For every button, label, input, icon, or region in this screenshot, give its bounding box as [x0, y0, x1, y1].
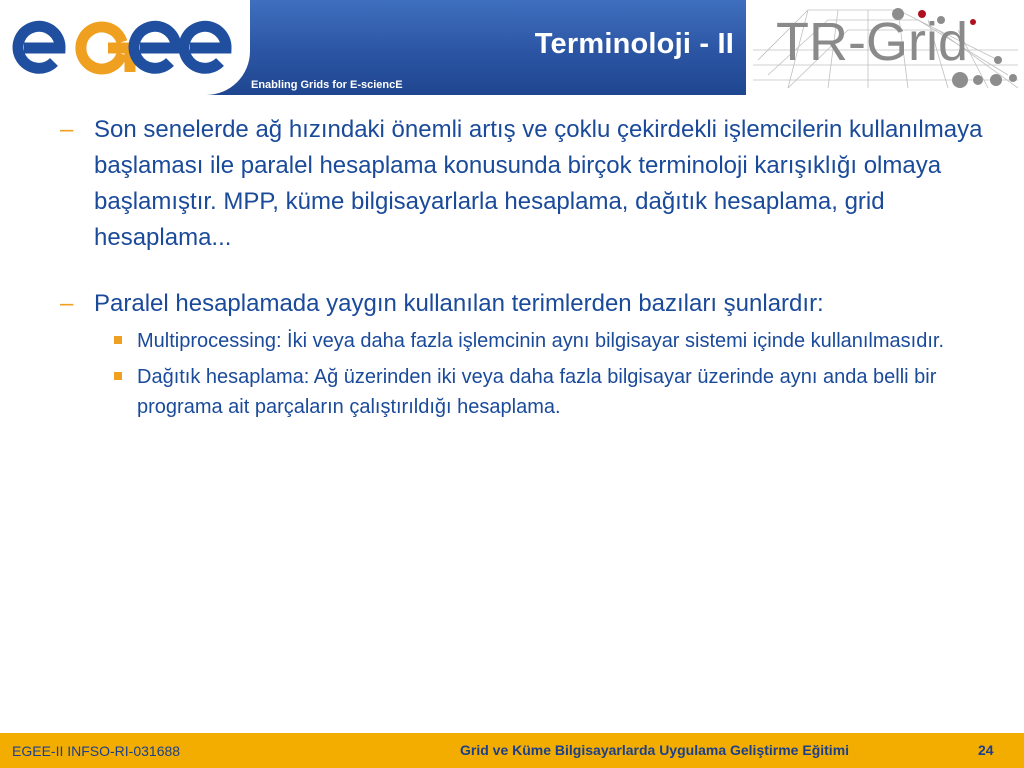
sub-bullet-text: Dağıtık hesaplama: Ağ üzerinden iki veya daha fazla bilgisayar üzerinde aynı anda belli bir programa ait parçaların çalıştırıldığı hesaplama. [137, 366, 937, 418]
square-bullet-marker [114, 372, 122, 380]
slide-content [0, 112, 1024, 422]
sub-bullet-item [0, 362, 1024, 422]
footer-course-title: Grid ve Küme Bilgisayarlarda Uygulama Geliştirme Eğitimi [460, 742, 850, 758]
square-bullet-marker [114, 336, 122, 344]
sub-bullet-item [0, 326, 1024, 356]
tr-grid-logo-text: TR-Grid [776, 12, 968, 72]
page-number: 24 [978, 742, 994, 758]
slide-header [0, 0, 1024, 95]
egee-logo [12, 14, 240, 78]
bullet-text: Paralel hesaplamada yaygın kullanılan terimlerden bazıları şunlardır: [94, 290, 824, 317]
dash-bullet-marker: – [60, 116, 74, 143]
bullet-item [0, 112, 1024, 256]
slide-title: Terminoloji - II [534, 28, 734, 60]
dash-bullet-marker: – [60, 290, 74, 317]
egee-tagline: Enabling Grids for E-sciencE [251, 79, 403, 91]
slide-footer [0, 733, 1024, 768]
egee-logo-panel [0, 0, 250, 95]
footer-project-id: EGEE-II INFSO-RI-031688 [12, 743, 181, 759]
bullet-item [0, 286, 1024, 322]
sub-bullet-text: Multiprocessing: İki veya daha fazla işlemcinin aynı bilgisayar sistemi içinde kullanılmasıdır. [137, 330, 945, 352]
tr-grid-logo [748, 0, 1024, 95]
bullet-text: Son senelerde ağ hızındaki önemli artış ve çoklu çekirdekli işlemcilerin kullanılmaya başlaması ile paralel hesaplama konusunda birçok terminoloji karışıklığı olmaya başlamıştır. MPP, küme bilgisayarlarla hesaplama, dağıtık hesaplama, grid hesaplama... [94, 116, 983, 251]
